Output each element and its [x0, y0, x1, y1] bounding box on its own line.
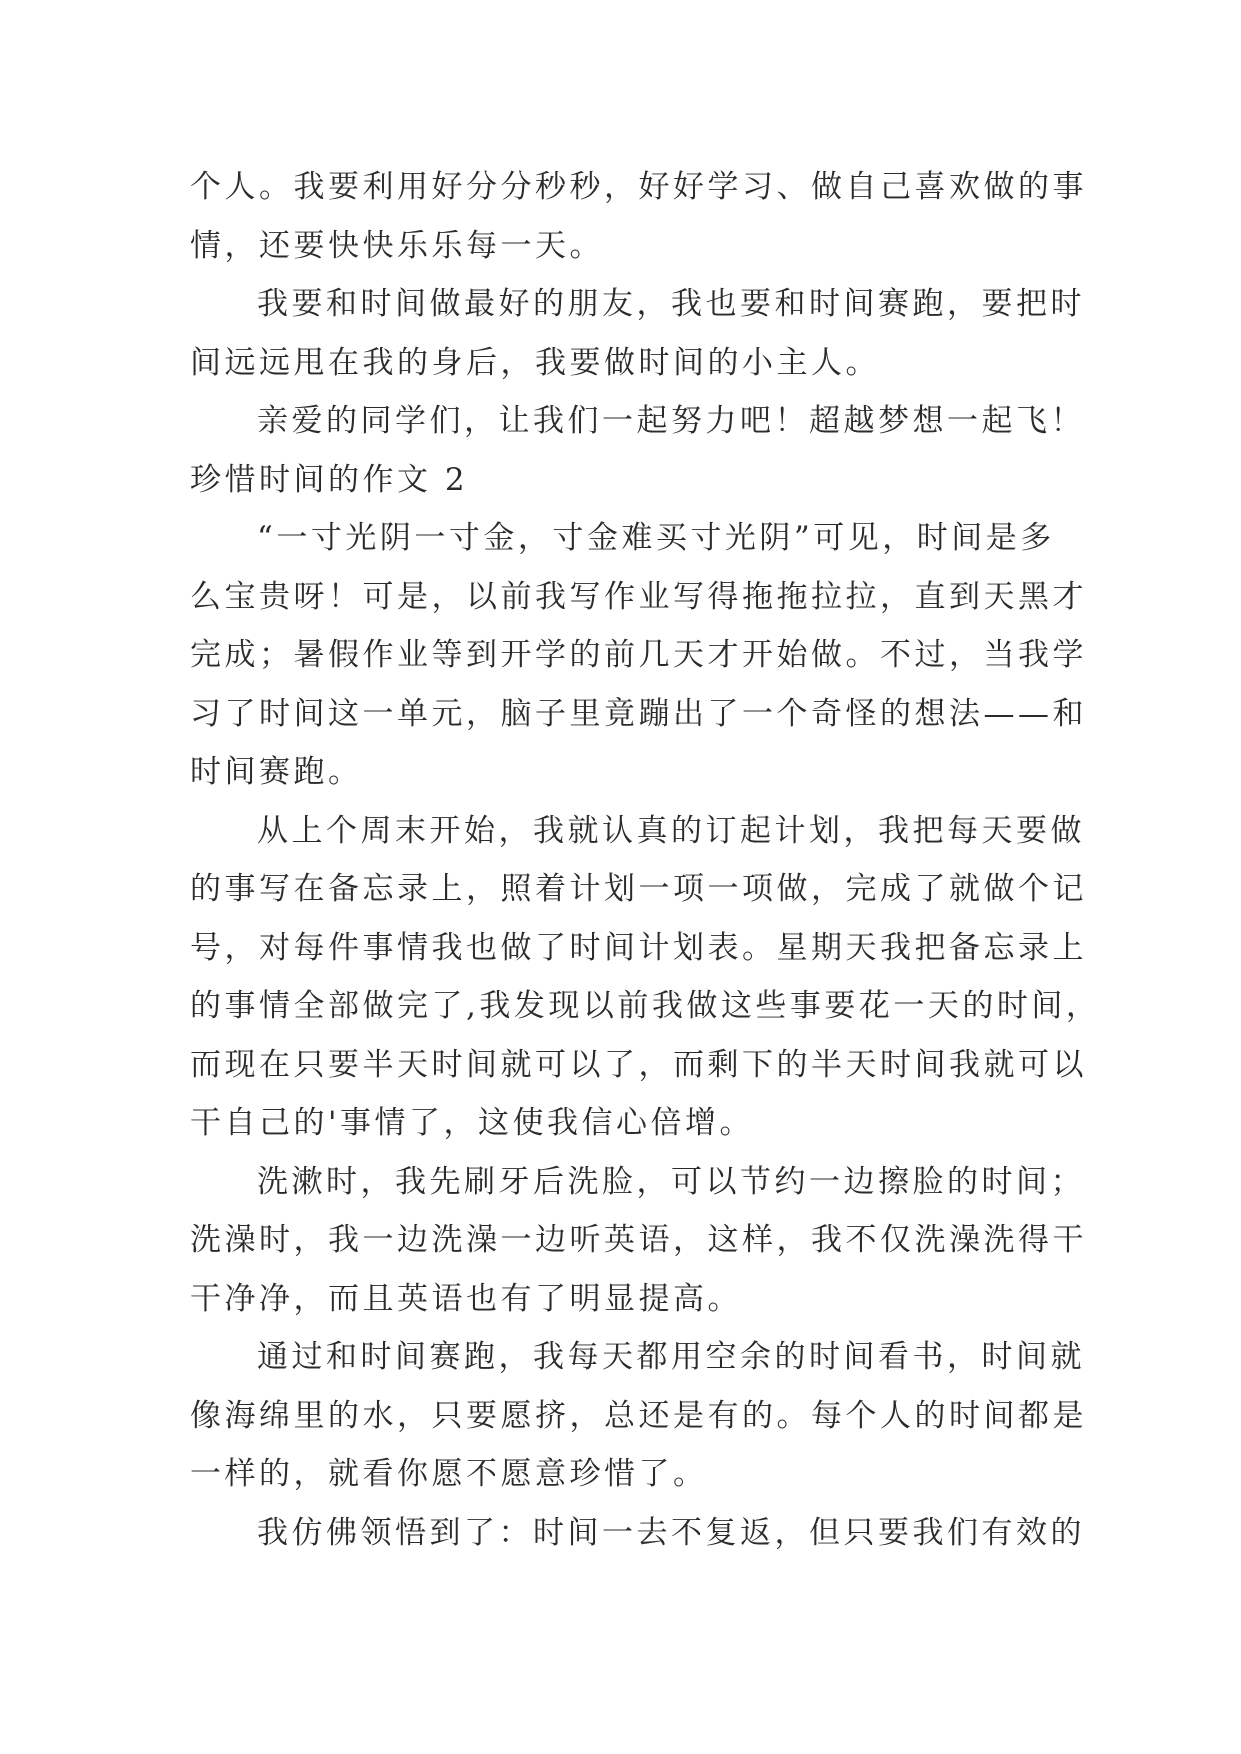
section-heading: 珍惜时间的作文 2	[190, 461, 469, 498]
text-line: 么宝贵呀！可是，以前我写作业写得拖拖拉拉，直到天黑才	[190, 578, 1087, 615]
text-line: 个人。我要利用好分分秒秒，好好学习、做自己喜欢做的事	[190, 169, 1087, 205]
text-line: 间远远甩在我的身后，我要做时间的小主人。	[190, 344, 880, 381]
paragraph-first-line: 亲爱的同学们，让我们一起努力吧！超越梦想一起飞！	[257, 403, 1085, 439]
paragraph-first-line: 从上个周末开始，我就认真的订起计划，我把每天要做	[257, 812, 1085, 849]
paragraph-first-line: 我要和时间做最好的朋友，我也要和时间赛跑，要把时	[257, 286, 1085, 322]
paragraph-first-line: 我仿佛领悟到了：时间一去不复返，但只要我们有效的	[257, 1514, 1085, 1551]
text-line: 干净净，而且英语也有了明显提高。	[190, 1280, 742, 1317]
text-line: 时间赛跑。	[190, 754, 363, 790]
text-line: 而现在只要半天时间就可以了，而剩下的半天时间我就可以	[190, 1046, 1087, 1083]
text-line: 号，对每件事情我也做了时间计划表。星期天我把备忘录上	[190, 929, 1087, 966]
text-line: 的事情全部做完了,我发现以前我做这些事要花一天的时间，	[190, 988, 1101, 1024]
text-line: 的事写在备忘录上，照着计划一项一项做，完成了就做个记	[190, 871, 1087, 907]
text-line: 完成；暑假作业等到开学的前几天才开始做。不过，当我学	[190, 637, 1087, 673]
text-line: 干自己的'事情了，这使我信心倍增。	[190, 1105, 755, 1141]
text-line: 像海绵里的水，只要愿挤，总还是有的。每个人的时间都是	[190, 1397, 1087, 1434]
text-line: 洗澡时，我一边洗澡一边听英语，这样，我不仅洗澡洗得干	[190, 1222, 1087, 1258]
text-line: 一样的，就看你愿不愿意珍惜了。	[190, 1456, 708, 1492]
paragraph-first-line: 通过和时间赛跑，我每天都用空余的时间看书，时间就	[257, 1339, 1085, 1375]
paragraph-first-line: “一寸光阴一寸金，寸金难买寸光阴”可见，时间是多	[257, 520, 1055, 556]
paragraph-first-line: 洗漱时，我先刷牙后洗脸，可以节约一边擦脸的时间；	[257, 1163, 1085, 1200]
text-line: 情，还要快快乐乐每一天。	[190, 227, 604, 264]
document-body	[190, 158, 1101, 1562]
text-line: 习了时间这一单元，脑子里竟蹦出了一个奇怪的想法——和	[190, 695, 1087, 732]
